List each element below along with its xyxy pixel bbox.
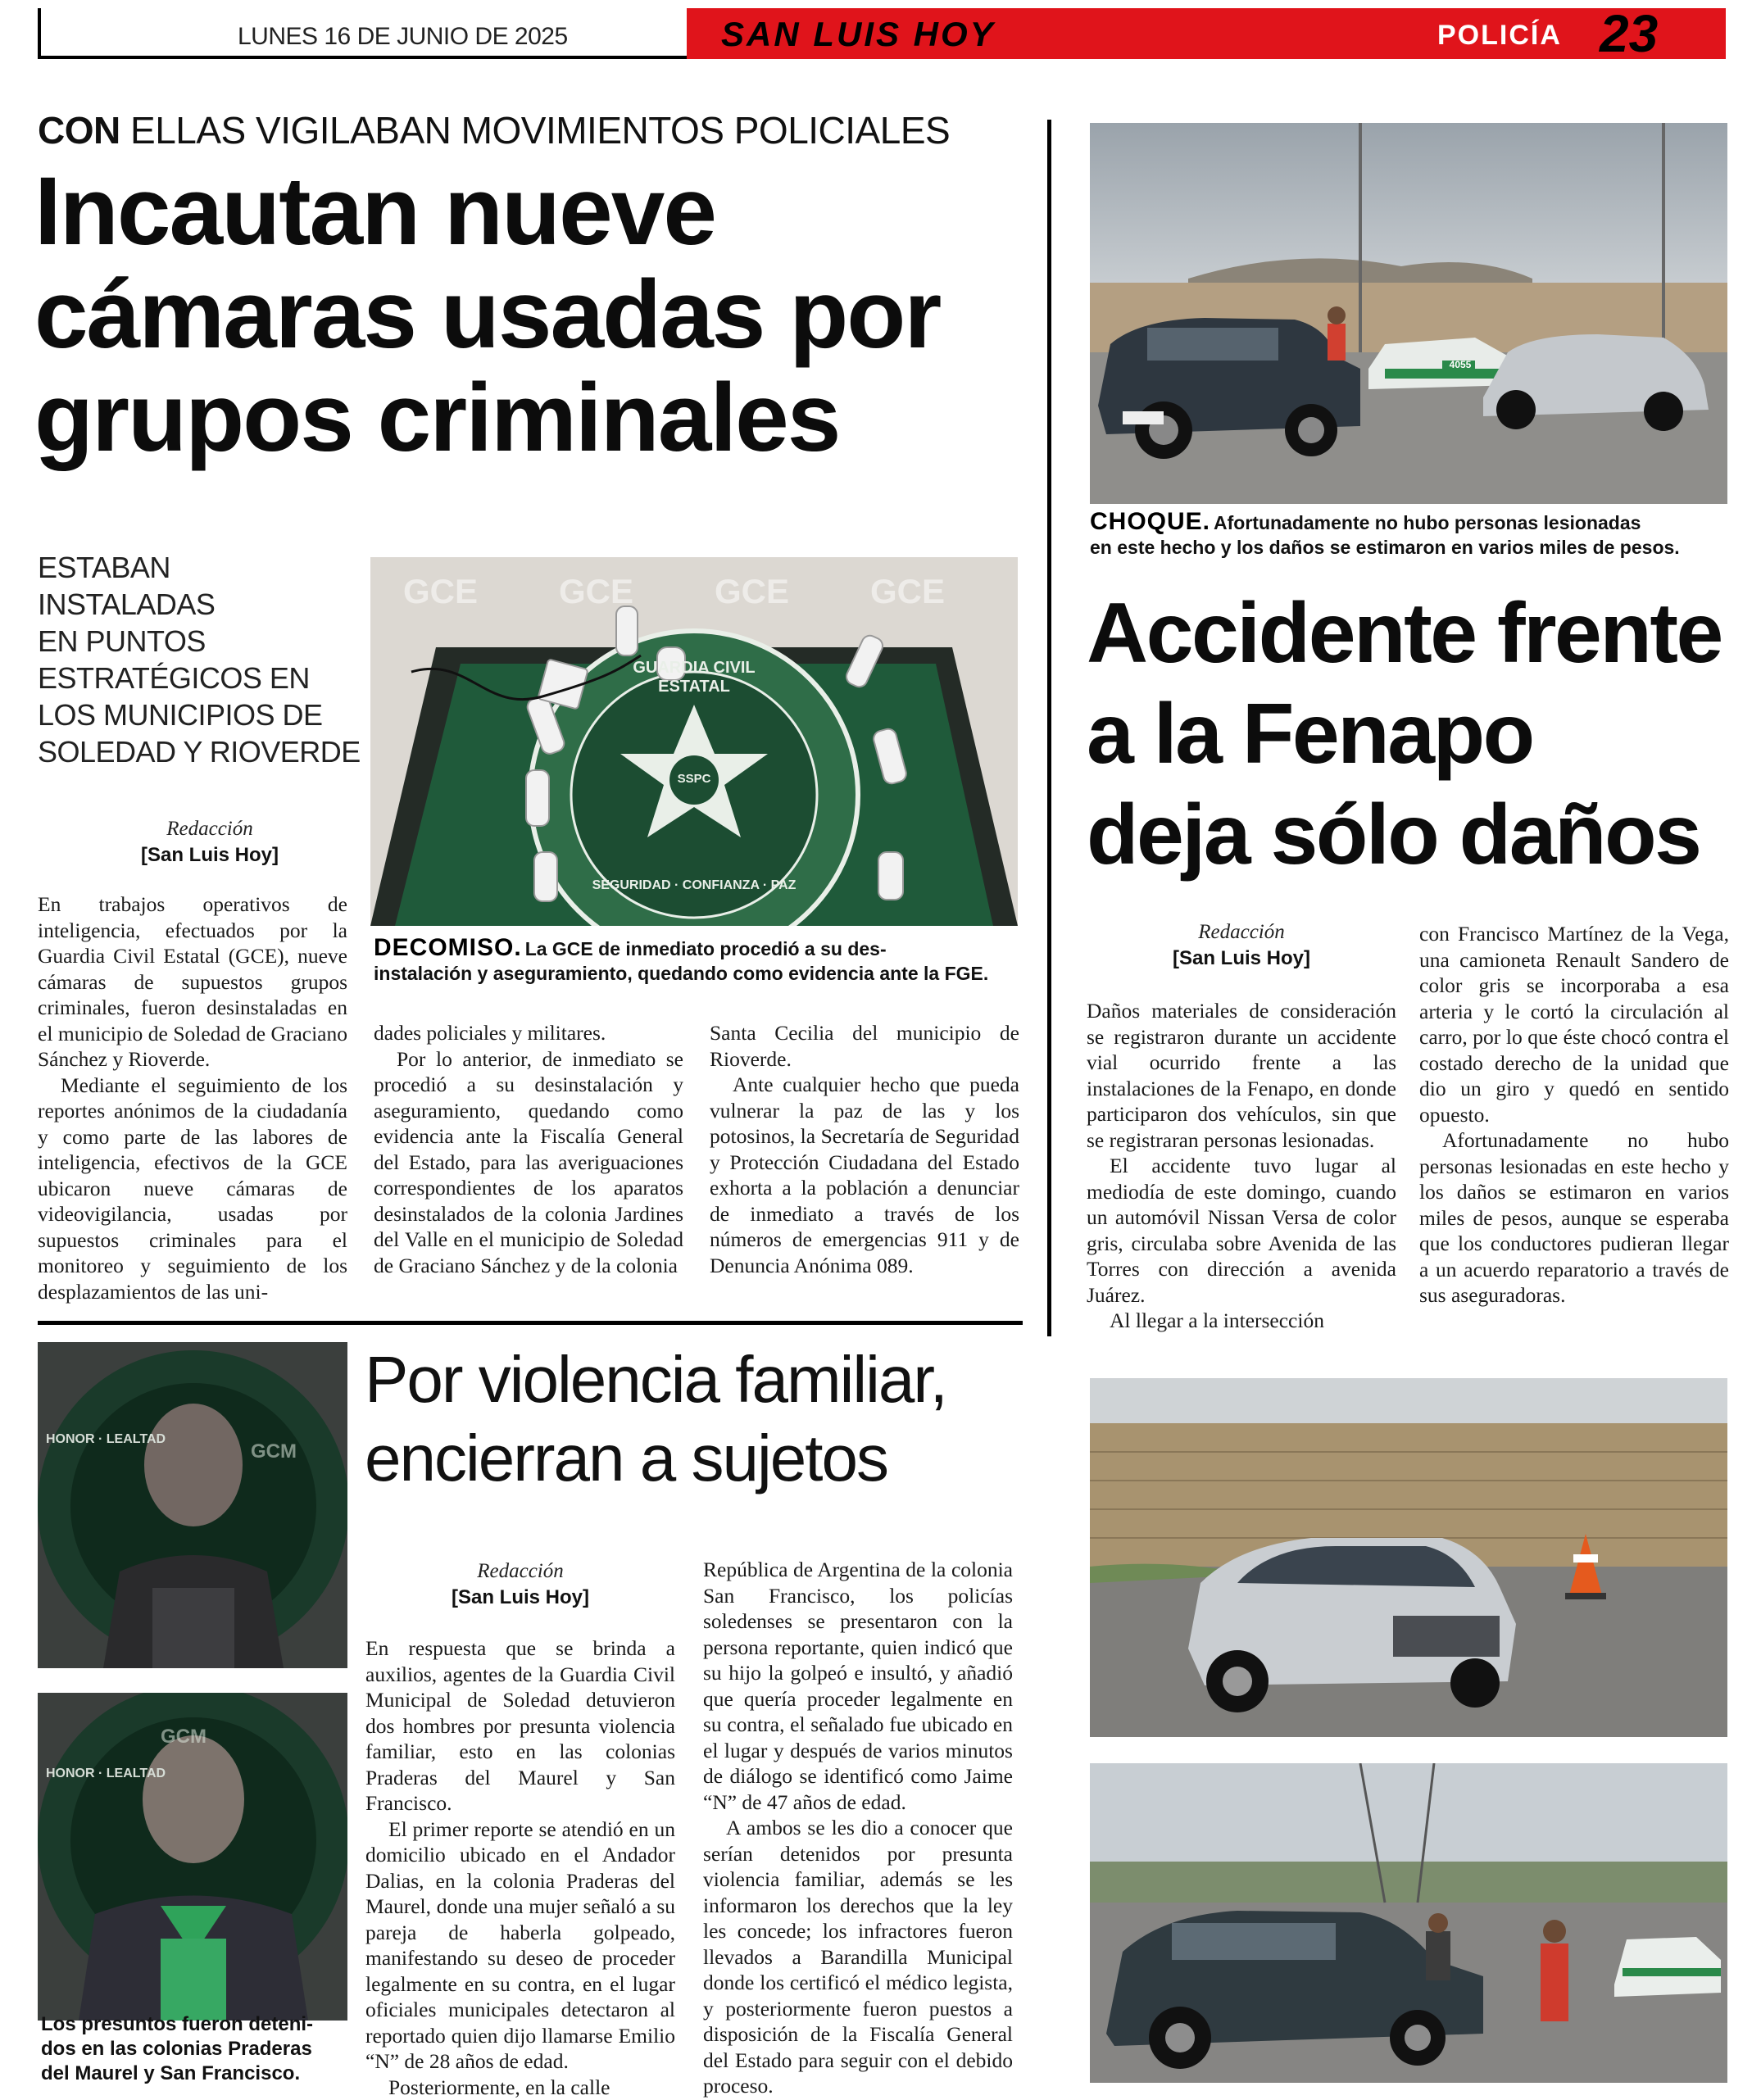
story2-caption-lead: CHOQUE. xyxy=(1090,508,1210,535)
story1-byline-name: Redacción xyxy=(38,818,382,841)
story1-column-2 xyxy=(374,1020,683,1278)
watermark-label: GCE xyxy=(715,572,789,611)
story3-headline-line: Por violencia familiar, xyxy=(365,1340,946,1419)
story1-deck-line: SOLEDAD Y RIOVERDE xyxy=(38,733,361,770)
story3-column-2 xyxy=(703,1557,1013,2099)
story2-column-1 xyxy=(1087,998,1396,1334)
story3-column-1 xyxy=(365,1635,675,2100)
story3-caption xyxy=(41,2012,352,2086)
header-date: LUNES 16 DE JUNIO DE 2025 xyxy=(238,23,568,51)
story3-byline-name: Redacción xyxy=(365,1560,675,1583)
paragraph: Daños materiales de consideración se registraron durante un accidente vial ocurrido frente a las instalaciones de la Fenapo, en donde participaron dos vehículos, sin que se registraran personas lesionadas. xyxy=(1087,998,1396,1153)
watermark-label: GCE xyxy=(403,572,478,611)
story2-headline-line: deja sólo daños xyxy=(1087,785,1722,886)
story1-headline-line: Incautan nueve xyxy=(34,160,940,263)
damaged-sedan-illustration xyxy=(1090,1378,1727,1737)
paragraph: Ante cualquier hecho que pueda vulnerar la paz de las y los potosinos, la Secretaría de Seguridad y Protección Ciudadana del Estado exhorta a la población a denunciar de inmediato a través de los números de emergencias 911 y de Denuncia Anónima 089. xyxy=(710,1072,1019,1278)
paragraph: Posteriormente, en la calle xyxy=(365,2075,675,2100)
mugshot-seal-text: HONOR · LEALTAD xyxy=(46,1767,166,1781)
story3-caption-line: Los presuntos fueron deteni- xyxy=(41,2012,352,2037)
story2-caption-text: Afortunadamente no hubo personas lesionadas xyxy=(1214,512,1641,533)
plate-text: 4055 xyxy=(1444,359,1477,370)
mugshot-seal-text: HONOR · LEALTAD xyxy=(46,1432,166,1447)
story3-headline xyxy=(365,1340,946,1498)
story1-column-1 xyxy=(38,891,347,1304)
story2-photo-middle xyxy=(1090,1378,1727,1737)
story1-column-3 xyxy=(710,1020,1019,1278)
header-date-box xyxy=(38,8,687,59)
story2-caption xyxy=(1090,508,1737,559)
paragraph: Al llegar a la intersección xyxy=(1087,1308,1396,1334)
story3-headline-line: encierran a sujetos xyxy=(365,1419,946,1498)
watermark-label: GCE xyxy=(559,572,633,611)
seal-text-bottom: SEGURIDAD · CONFIANZA · PAZ xyxy=(592,878,797,893)
column-divider xyxy=(1047,120,1051,1336)
story2-caption-text: en este hecho y los daños se estimaron en varios miles de pesos. xyxy=(1090,536,1737,559)
story1-deck-line: LOS MUNICIPIOS DE xyxy=(38,696,361,733)
story1-deck-line: EN PUNTOS xyxy=(38,623,361,660)
detainee-photo-illustration xyxy=(38,1342,347,1668)
paragraph: En trabajos operativos de inteligencia, efectuados por la Guardia Civil Estatal (GCE), nueve cámaras de supuestos grupos criminales, fueron desinstaladas en el municipio de Soledad de Graciano Sánchez y Rioverde. xyxy=(38,891,347,1073)
story1-headline-line: grupos criminales xyxy=(34,366,940,469)
story2-column-2 xyxy=(1419,921,1729,1309)
paragraph: República de Argentina de la colonia San Francisco, los policías soledenses se presentaron con la persona reportante, quien indicó que su hijo la golpeó e insultó, y añadió que quería proceder legalmente en su contra, el señalado fue ubicado en el lugar y después de varios minutos de diálogo se identificó como Jaime “N” de 47 años de edad. xyxy=(703,1557,1013,1815)
story1-kicker-text: ELLAS VIGILABAN MOVIMIENTOS POLICIALES xyxy=(130,109,950,152)
story1-caption-text: La GCE de inmediato procedió a su des- xyxy=(525,938,887,959)
header-page-number: 23 xyxy=(1600,3,1658,64)
story1-byline-outlet: [San Luis Hoy] xyxy=(38,844,382,867)
story2-headline-line: a la Fenapo xyxy=(1087,684,1722,785)
header-paper-name: SAN LUIS HOY xyxy=(721,15,996,54)
story2-photo-bottom xyxy=(1090,1763,1727,2083)
story1-kicker-bold: CON xyxy=(38,109,120,152)
story-divider xyxy=(38,1321,1023,1325)
watermark-label: GCE xyxy=(870,572,945,611)
story2-headline-line: Accidente frente xyxy=(1087,583,1722,684)
paragraph: A ambos se les dio a conocer que serían detenidos por presunta violencia familiar, además se les informaron los derechos que la ley les concede; los infractores fueron llevados a Barandilla Municipal donde los certificó el médico legista, y posteriormente fueron puestos a disposición de la Fiscalía General del Estado para seguir con el debido proceso. xyxy=(703,1815,1013,2099)
story1-deck-line: ESTRATÉGICOS EN xyxy=(38,660,361,696)
paragraph: En respuesta que se brinda a auxilios, agentes de la Guardia Civil Municipal de Soledad detuvieron dos hombres por presunta violencia familiar, esto en las colonias Praderas del Maurel y San Francisco. xyxy=(365,1635,675,1817)
damaged-suv-illustration xyxy=(1090,1763,1727,2083)
seal-center-text: SSPC xyxy=(674,772,715,786)
story2-byline-name: Redacción xyxy=(1087,921,1396,944)
mugshot-seal-text: GCM xyxy=(161,1726,207,1748)
story1-caption-lead: DECOMISO. xyxy=(374,934,522,961)
story2-photo-top xyxy=(1090,123,1727,504)
paragraph: El accidente tuvo lugar al mediodía de este domingo, cuando un automóvil Nissan Versa de color gris, circulaba sobre Avenida de las Torres con dirección a avenida Juárez. xyxy=(1087,1153,1396,1308)
mugshot-1 xyxy=(38,1342,347,1668)
paragraph: El primer reporte se atendió en un domicilio ubicado en el Andador Dalias, en la colonia Praderas del Maurel, donde una mujer señaló a su pareja de haberla golpeado, manifestando su deseo de proceder legalmente en su contra, en el lugar oficiales municipales detectaron al reportado quien dijo llamarse Emilio “N” de 28 años de edad. xyxy=(365,1817,675,2075)
story1-headline-line: cámaras usadas por xyxy=(34,263,940,366)
paragraph: Por lo anterior, de inmediato se procedió a su desinstalación y aseguramiento, quedando como evidencia ante la Fiscalía General del Estado, para las averiguaciones correspondientes de los aparatos desinstalados de la colonia Jardines del Valle en el municipio de Soledad de Graciano Sánchez y de la colonia xyxy=(374,1046,683,1279)
story1-kicker xyxy=(38,108,950,152)
mugshot-2 xyxy=(38,1693,347,2021)
story1-deck-line: INSTALADAS xyxy=(38,586,361,623)
seal-text-top: GUARDIA CIVIL ESTATAL xyxy=(608,659,780,696)
paragraph: con Francisco Martínez de la Vega, una camioneta Renault Sandero de color gris se incorporaba a esa arteria y le cortó la circulación al carro, por lo que éste chocó contra el costado derecho de la unidad que dio un giro y quedó en sentido opuesto. xyxy=(1419,921,1729,1127)
story1-caption-text: instalación y aseguramiento, quedando como evidencia ante la FGE. xyxy=(374,962,1021,985)
story1-photo xyxy=(370,557,1018,926)
paragraph: Afortunadamente no hubo personas lesionadas en este hecho y los daños se estimaron en varios miles de pesos, aunque se esperaba que los conductores pudieran llegar a un acuerdo reparatorio a través de sus aseguradoras. xyxy=(1419,1127,1729,1309)
mugshot-seal-text: GCM xyxy=(251,1440,297,1463)
paragraph: dades policiales y militares. xyxy=(374,1020,683,1046)
paragraph: Mediante el seguimiento de los reportes anónimos de la ciudadanía y como parte de las labores de inteligencia, efectivos de la GCE ubicaron nueve cámaras de videovigilancia, usadas por supuestos criminales para el monitoreo y seguimiento de los desplazamientos de las uni- xyxy=(38,1073,347,1305)
crash-scene-illustration xyxy=(1090,123,1727,504)
story1-caption xyxy=(374,934,1021,985)
story2-headline xyxy=(1087,583,1722,886)
header-section: POLICÍA xyxy=(1437,20,1562,52)
header-red-bar xyxy=(687,8,1726,59)
story2-byline-outlet: [San Luis Hoy] xyxy=(1087,947,1396,970)
story3-caption-line: del Maurel y San Francisco. xyxy=(41,2061,352,2086)
story1-headline xyxy=(34,160,940,469)
confiscated-cameras-illustration xyxy=(370,557,1018,926)
story3-caption-line: dos en las colonias Praderas xyxy=(41,2037,352,2061)
paragraph: Santa Cecilia del municipio de Rioverde. xyxy=(710,1020,1019,1072)
story1-deck xyxy=(38,549,361,770)
story1-deck-line: ESTABAN xyxy=(38,549,361,586)
story3-byline-outlet: [San Luis Hoy] xyxy=(365,1586,675,1609)
